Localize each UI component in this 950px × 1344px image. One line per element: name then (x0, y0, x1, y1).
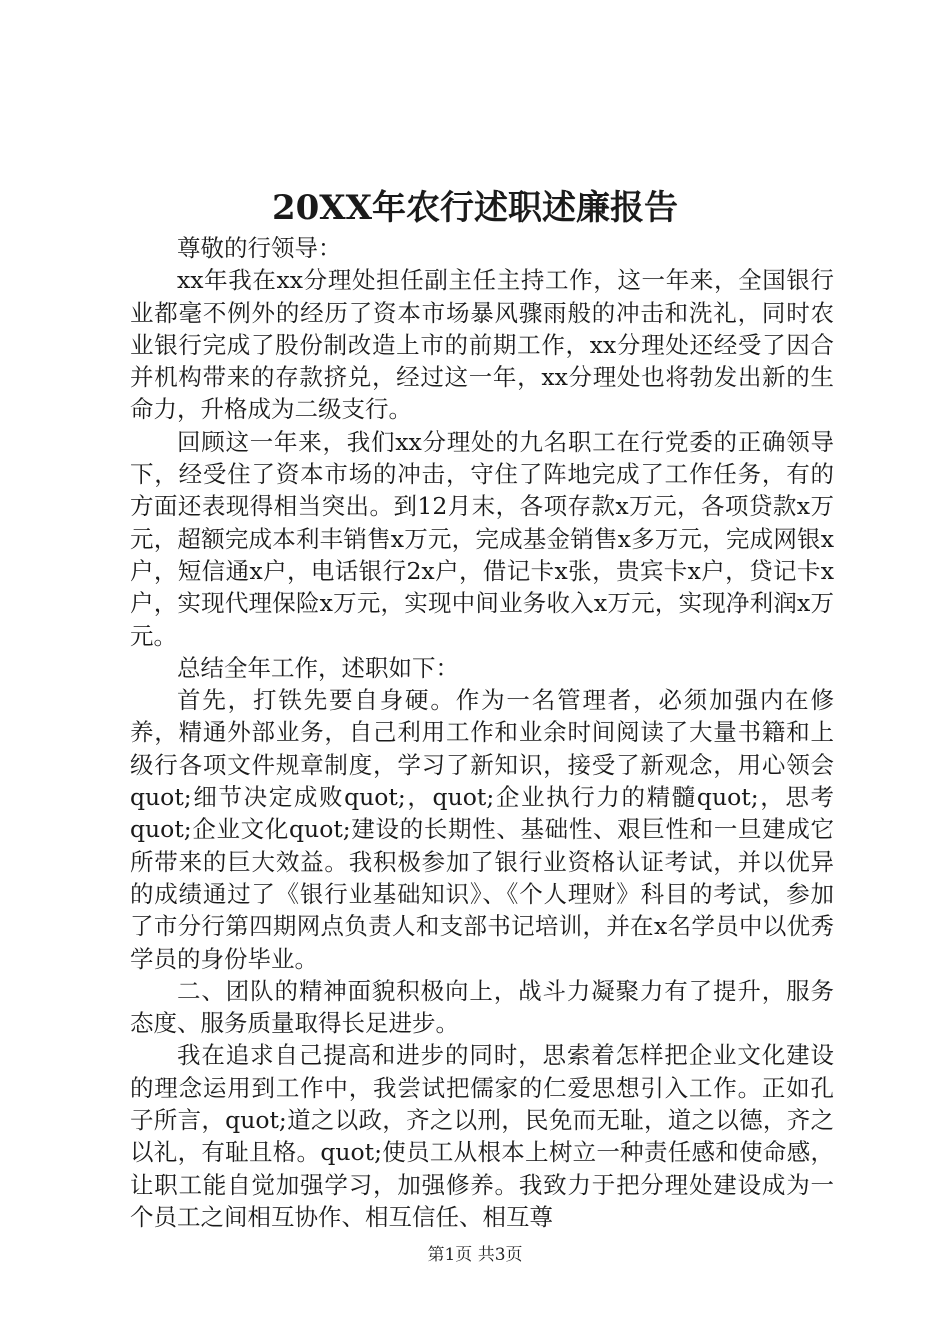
document-title: 20XX年农行述职述廉报告 (271, 188, 679, 228)
document-body (130, 232, 834, 1233)
body-paragraph: 回顾这一年来，我们xx分理处的九名职工在行党委的正确领导下，经受住了资本市场的冲击，守住了阵地完成了工作任务，有的方面还表现得相当突出。到12月末，各项存款x万元，各项贷款x万元，超额完成本利丰销售x万元，完成基金销售x多万元，完成网银x户，短信通x户，电话银行2x户，借记卡x张，贵宾卡x户，贷记卡x户，实现代理保险x万元，实现中间业务收入x万元，实现净利润x万元。 (130, 427, 834, 650)
page-footer: 第1页 共3页 (427, 1245, 523, 1265)
body-paragraph: 首先，打铁先要自身硬。作为一名管理者，必须加强内在修养，精通外部业务，自己利用工作和业余时间阅读了大量书籍和上级行各项文件规章制度，学习了新知识，接受了新观念，用心领会quot;细节决定成败quot;，quot;企业执行力的精髓quot;，思考quot;企业文化quot;建设的长期性、基础性、艰巨性和一旦建成它所带来的巨大效益。我积极参加了银行业资格认证考试，并以优异的成绩通过了《银行业基础知识》、《个人理财》科目的考试，参加了市分行第四期网点负责人和支部书记培训，并在x名学员中以优秀学员的身份毕业。 (130, 686, 834, 973)
body-paragraph: 我在追求自己提高和进步的同时，思索着怎样把企业文化建设的理念运用到工作中，我尝试把儒家的仁爱思想引入工作。正如孔子所言，quot;道之以政，齐之以刑，民免而无耻，道之以德，齐之以礼，有耻且格。quot;使员工从根本上树立一种责任感和使命感，让职工能自觉加强学习，加强修养。我致力于把分理处建设成为一个员工之间相互协作、相互信任、相互尊 (130, 1041, 834, 1231)
salutation-paragraph: 尊敬的行领导： (177, 234, 342, 262)
body-paragraph: 总结全年工作，述职如下： (177, 653, 459, 682)
body-paragraph: xx年我在xx分理处担任副主任主持工作，这一年来，全国银行业都毫不例外的经历了资本市场暴风骤雨般的冲击和洗礼，同时农业银行完成了股份制改造上市的前期工作，xx分理处还经受了因合并机构带来的存款挤兑，经过这一年，xx分理处也将勃发出新的生命力，升格成为二级支行。 (130, 266, 834, 424)
body-paragraph: 二、团队的精神面貌积极向上，战斗力凝聚力有了提升，服务态度、服务质量取得长足进步。 (130, 976, 834, 1038)
